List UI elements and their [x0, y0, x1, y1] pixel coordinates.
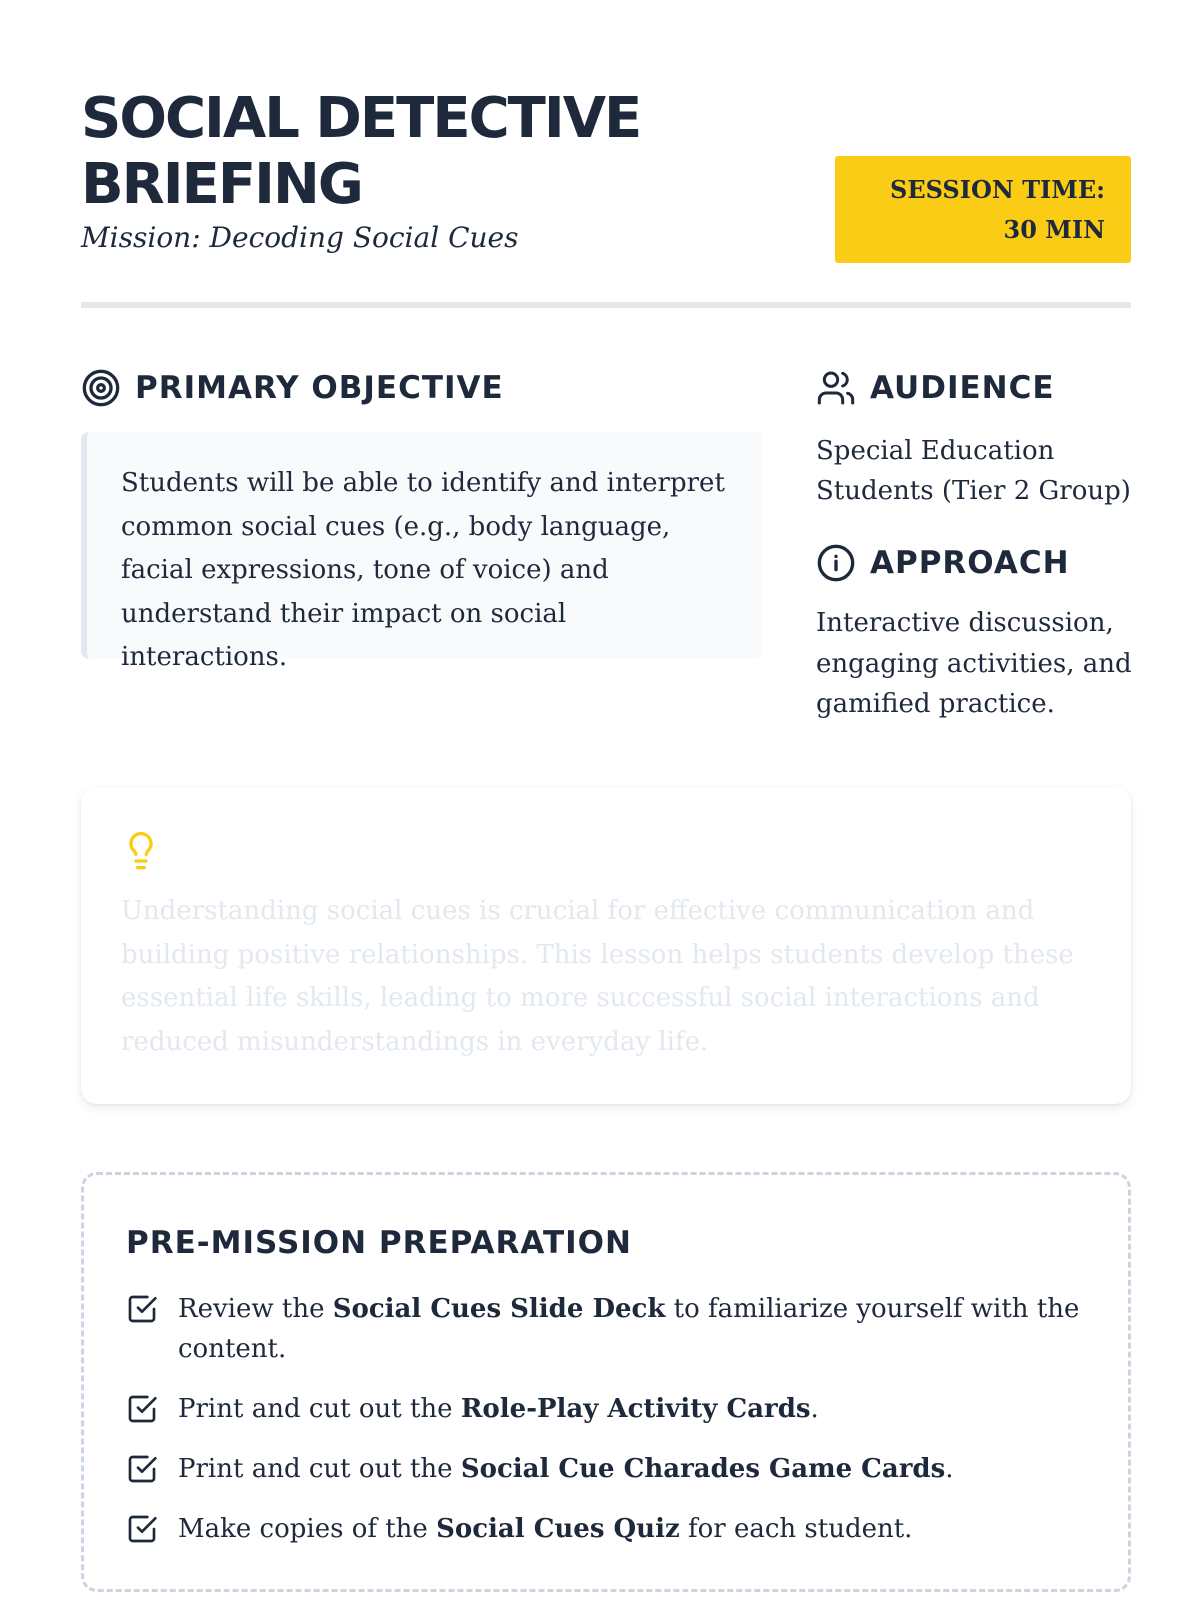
item-text: to familiarize yourself with the content. — [178, 1294, 1080, 1364]
users-icon — [816, 368, 856, 408]
item-highlight: Social Cue Charades Game Cards — [460, 1454, 946, 1484]
mission-subtitle: Mission: Decoding Social Cues — [81, 221, 519, 254]
item-text: Print and cut out the — [178, 1394, 461, 1424]
header-divider — [81, 302, 1131, 308]
checkbox-checked-icon — [126, 1513, 158, 1545]
item-highlight: Role-Play Activity Cards — [460, 1394, 811, 1424]
item-text: for each student. — [679, 1514, 913, 1544]
lightbulb-icon — [121, 831, 161, 871]
list-item — [126, 1289, 1086, 1369]
item-text: . — [810, 1394, 819, 1424]
item-highlight: Social Cues Quiz — [436, 1514, 680, 1544]
objective-heading-label: PRIMARY OBJECTIVE — [135, 370, 504, 406]
list-item — [126, 1509, 1086, 1549]
item-text: Make copies of the — [178, 1514, 437, 1544]
lesson-page — [81, 0, 1131, 1600]
objective-heading — [81, 368, 504, 408]
info-icon — [816, 543, 856, 583]
item-text: Review the — [178, 1294, 333, 1324]
checkbox-checked-icon — [126, 1393, 158, 1425]
preparation-box — [81, 1172, 1131, 1592]
briefing-header — [81, 86, 1131, 266]
checkbox-checked-icon — [126, 1453, 158, 1485]
list-item — [126, 1449, 1086, 1489]
preparation-heading: PRE-MISSION PREPARATION — [126, 1225, 632, 1261]
target-icon — [81, 368, 121, 408]
list-item — [126, 1389, 1086, 1429]
approach-heading-label: APPROACH — [870, 545, 1070, 581]
audience-heading — [816, 368, 1055, 408]
item-text: . — [945, 1454, 954, 1484]
insight-text: Understanding social cues is crucial for effective communication and building positive relationships. This lesson helps students develop these essential life skills, leading to more successful social interactions and reduced misunderstandings in everyday life. — [121, 896, 1074, 1057]
approach-text: Interactive discussion, engaging activities, and gamified practice. — [816, 608, 1132, 719]
objective-box: Students will be able to identify and interpret common social cues (e.g., body language, facial expressions, tone of voice) and understand their impact on social interactions. — [81, 432, 762, 659]
preparation-list — [126, 1289, 1086, 1569]
audience-text: Special Education Students (Tier 2 Group) — [816, 436, 1131, 506]
page-title: SOCIAL DETECTIVE BRIEFING — [81, 86, 641, 217]
checkbox-checked-icon — [126, 1293, 158, 1325]
item-text: Print and cut out the — [178, 1454, 461, 1484]
item-highlight: Social Cues Slide Deck — [332, 1294, 666, 1324]
insight-card — [81, 787, 1131, 1104]
session-time-badge: SESSION TIME: 30 MIN — [835, 156, 1131, 263]
approach-heading — [816, 543, 1070, 583]
audience-heading-label: AUDIENCE — [870, 370, 1055, 406]
